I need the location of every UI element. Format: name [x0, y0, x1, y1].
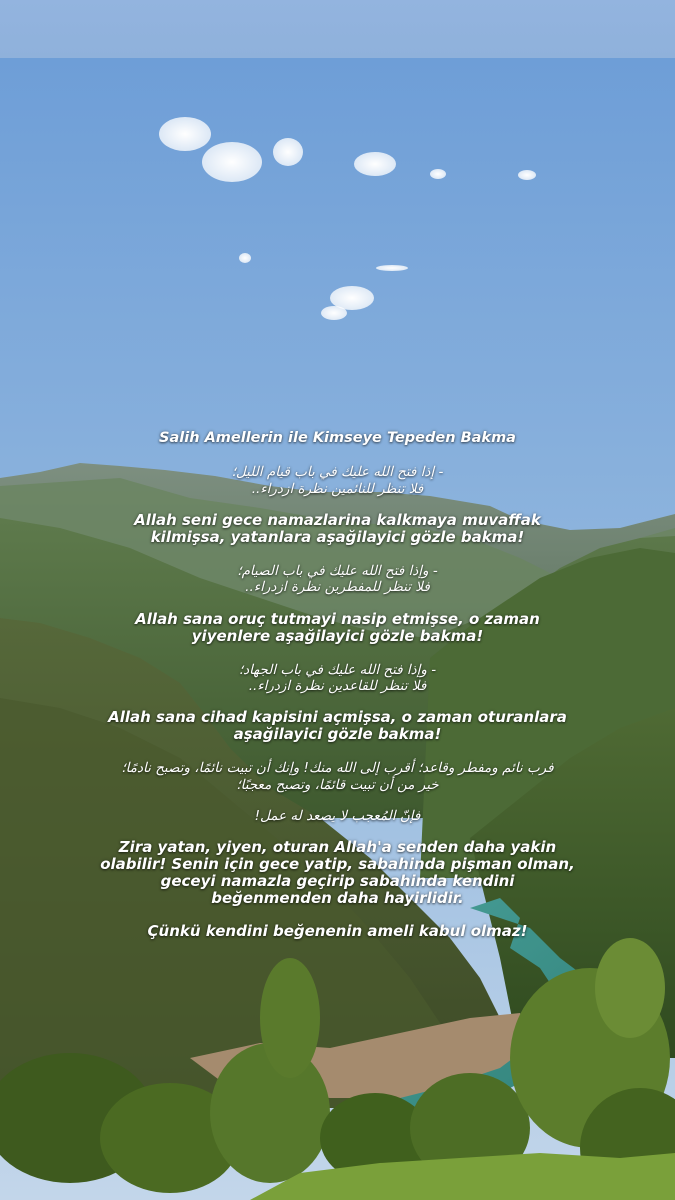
arabic-line: - وإذا فتح الله عليك في باب الجهاد؛: [238, 662, 437, 678]
turkish-line: Zira yatan, yiyen, oturan Allah'a senden daha yakin: [118, 838, 557, 856]
arabic-line: - وإذا فتح الله عليك في باب الصيام؛: [237, 563, 438, 579]
story-title: Salih Amellerin ile Kimseye Tepeden Bakma: [159, 430, 516, 446]
turkish-line: beğenmenden daha hayirlidir.: [211, 889, 464, 907]
arabic-line: - إذا فتح الله عليك في باب قيام الليل؛: [231, 464, 444, 480]
turkish-line: Allah sana oruç tutmayi nasip etmişse, o zaman: [135, 610, 540, 628]
top-bar: [0, 0, 675, 58]
arabic-line: خير من أن تبيت قائمًا، وتصبح معجبًا؛: [236, 777, 439, 793]
turkish-line: geceyi namazla geçirip sabahinda kendini: [160, 872, 515, 890]
arabic-line: فرب نائم ومفطر وقاعد؛ أقرب إلى الله منك! وإنك أن تبيت نائمًا، وتصبح نادمًا؛: [121, 760, 554, 776]
arabic-line: فلا تنظر للنائمين نظرة ازدراء..: [251, 481, 424, 497]
turkish-line: Allah seni gece namazlarina kalkmaya muvaffak: [134, 511, 541, 529]
turkish-line: yiyenlere aşağilayici gözle bakma!: [191, 627, 484, 645]
turkish-line: kilmişsa, yatanlara aşağilayici gözle bakma!: [150, 528, 525, 546]
turkish-line: Allah sana cihad kapisini açmişsa, o zaman oturanlara: [108, 708, 567, 726]
turkish-line: aşağilayici gözle bakma!: [233, 725, 442, 743]
arabic-line: فإنّ المُعجب لا يصعد له عمل!: [254, 808, 421, 824]
landscape-illustration: [0, 58, 675, 1200]
arabic-line: فلا تنظر للقاعدين نظرة ازدراء..: [248, 678, 427, 694]
background-photo: [0, 58, 675, 1200]
arabic-line: فلا تنظر للمفطرين نظرة ازدراء..: [245, 579, 430, 595]
closing-line: Çünkü kendini beğenenin ameli kabul olmaz!: [147, 922, 528, 940]
turkish-line: olabilir! Senin için gece yatip, sabahinda pişman olman,: [100, 855, 575, 873]
